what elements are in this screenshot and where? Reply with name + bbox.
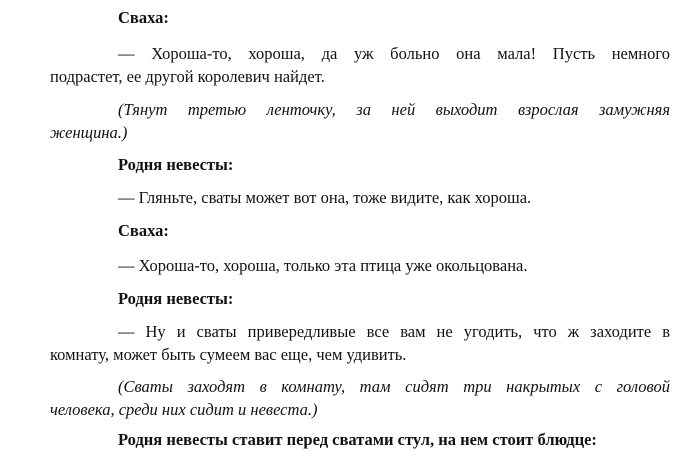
speech-line: — Гляньте, сваты может вот она, тоже видите, как хороша. — [118, 188, 532, 207]
stage-remark-line: женщина.) — [50, 123, 128, 142]
stage-remark-line: (Тянут третью ленточку, за ней выходит взрослая замужняя — [118, 100, 670, 119]
stage-remark-line: (Сваты заходят в комнату, там сидят три накрытых с головой — [118, 377, 670, 396]
speech-line: подрастет, ее другой королевич найдет. — [50, 67, 325, 86]
speech-line: — Хороша-то, хороша, да уж больно она мала! Пусть немного — [118, 44, 670, 63]
speech-line: — Хороша-то, хороша, только эта птица уже окольцована. — [118, 256, 528, 275]
speech-line: комнату, может быть сумеем вас еще, чем удивить. — [50, 345, 407, 364]
speaker-label-svakha: Сваха: — [118, 8, 169, 27]
speaker-label-bride-family: Родня невесты: — [118, 289, 234, 308]
speaker-label-bride-family: Родня невесты: — [118, 155, 234, 174]
speech-line: — Ну и сваты привередливые все вам не угодить, что ж заходите в — [118, 322, 670, 341]
stage-direction-bold: Родня невесты ставит перед сватами стул, на нем стоит блюдце: — [118, 430, 597, 449]
stage-remark-line: человека, среди них сидит и невеста.) — [50, 400, 318, 419]
speaker-label-svakha: Сваха: — [118, 221, 169, 240]
